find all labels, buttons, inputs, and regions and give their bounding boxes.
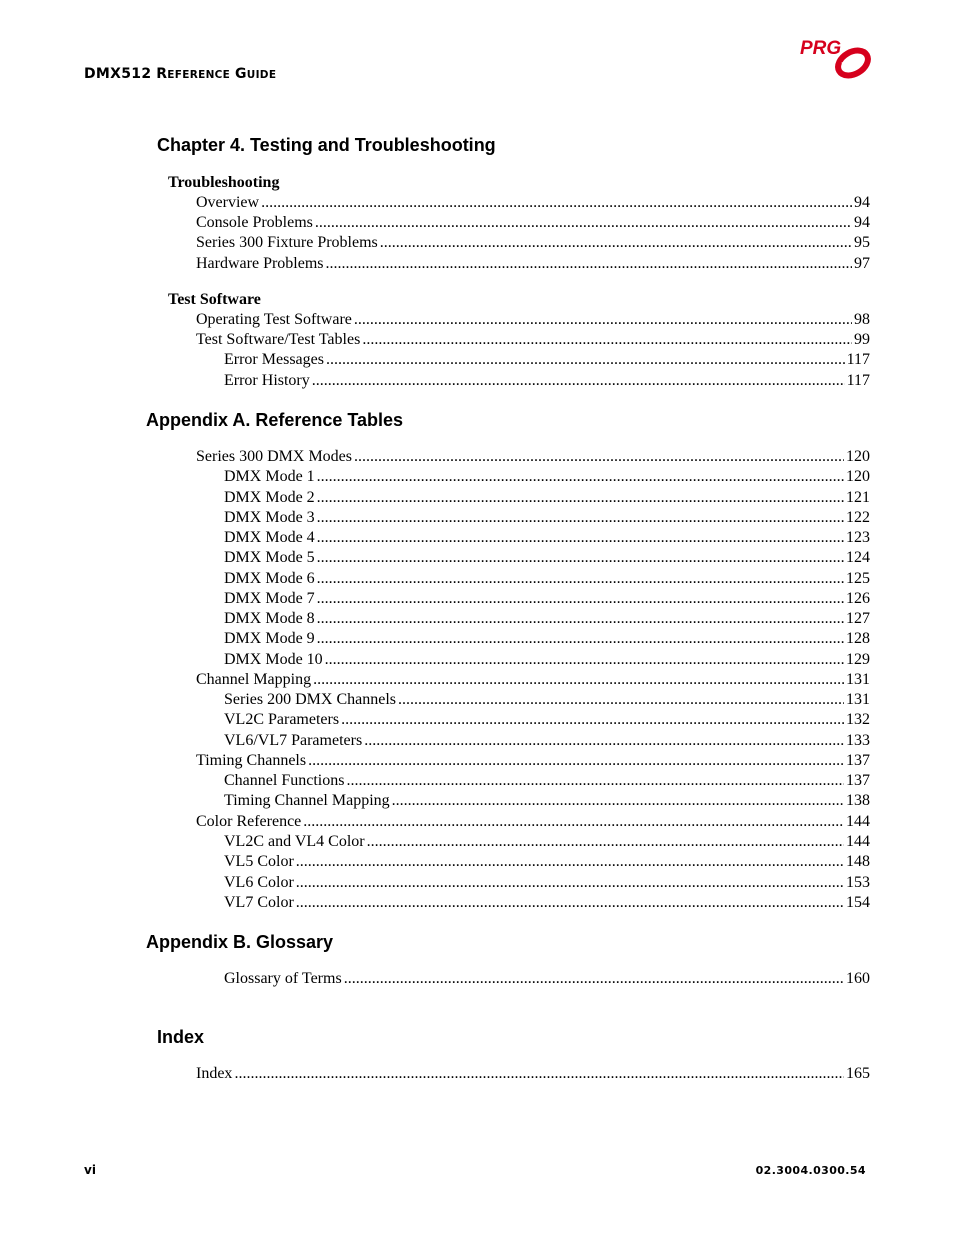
- toc-entry-color-reference[interactable]: [196, 812, 870, 832]
- toc-entry-dmx-mode-2[interactable]: [224, 488, 870, 508]
- toc-entry-dmx-mode-4[interactable]: [224, 528, 870, 548]
- toc-entry-page: 133: [846, 732, 870, 749]
- toc-entry-series300-fixture-problems[interactable]: [196, 233, 870, 253]
- toc-entry-label: DMX Mode 1: [224, 468, 315, 485]
- dot-leader: [317, 467, 844, 487]
- toc-entry-timing-channels[interactable]: [196, 751, 870, 771]
- toc-entry-page: 98: [854, 311, 870, 328]
- toc-entry-label: Channel Mapping: [196, 671, 312, 688]
- toc-entry-label: DMX Mode 6: [224, 570, 315, 587]
- toc-entry-operating-test-software[interactable]: [196, 310, 870, 330]
- toc-entry-label: Timing Channels: [196, 752, 307, 769]
- toc-entry-page: 148: [846, 853, 870, 870]
- toc-entry-label: VL7 Color: [224, 894, 294, 911]
- dot-leader: [317, 609, 844, 629]
- toc-entry-page: 117: [846, 372, 870, 389]
- toc-entry-page: 125: [846, 570, 870, 587]
- toc-entry-error-history[interactable]: [224, 371, 870, 391]
- toc-entry-index[interactable]: [196, 1064, 870, 1084]
- dot-leader: [296, 873, 844, 893]
- toc-entry-hardware-problems[interactable]: [196, 254, 870, 274]
- toc-entry-series300-dmx-modes[interactable]: [196, 447, 870, 467]
- section-heading-test-software: Test Software: [168, 291, 261, 308]
- dot-leader: [303, 812, 844, 832]
- section-heading-troubleshooting: Troubleshooting: [168, 174, 280, 191]
- toc-entry-page: 137: [846, 752, 870, 769]
- toc-entry-console-problems[interactable]: [196, 213, 870, 233]
- toc-entry-page: 138: [846, 792, 870, 809]
- toc-entry-series200-dmx-channels[interactable]: [224, 690, 870, 710]
- toc-entry-page: 131: [846, 691, 870, 708]
- dot-leader: [367, 832, 844, 852]
- toc-entry-dmx-mode-5[interactable]: [224, 548, 870, 568]
- dot-leader: [317, 548, 844, 568]
- toc-entry-label: Series 300 DMX Modes: [196, 448, 352, 465]
- toc-entry-label: Error History: [224, 372, 310, 389]
- toc-entry-page: 123: [846, 529, 870, 546]
- toc-entry-page: 160: [846, 970, 870, 987]
- toc-entry-dmx-mode-7[interactable]: [224, 589, 870, 609]
- prg-logo-text: PRG: [800, 38, 842, 59]
- toc-entry-label: DMX Mode 8: [224, 610, 315, 627]
- dot-leader: [296, 852, 844, 872]
- toc-entry-label: Test Software/Test Tables: [196, 331, 361, 348]
- toc-entry-page: 132: [846, 711, 870, 728]
- dot-leader: [315, 213, 852, 233]
- page-number: vi: [84, 1163, 96, 1177]
- toc-entry-label: VL2C Parameters: [224, 711, 340, 728]
- dot-leader: [308, 751, 844, 771]
- toc-entry-label: DMX Mode 9: [224, 630, 315, 647]
- dot-leader: [317, 569, 844, 589]
- toc-entry-page: 154: [846, 894, 870, 911]
- toc-entry-label: VL5 Color: [224, 853, 294, 870]
- appendix-b-heading: Appendix B. Glossary: [146, 932, 334, 952]
- prg-logo: [798, 38, 874, 82]
- toc-entry-page: 95: [854, 234, 870, 251]
- toc-entry-channel-functions[interactable]: [224, 771, 870, 791]
- toc-entry-channel-mapping[interactable]: [196, 670, 870, 690]
- dot-leader: [317, 488, 844, 508]
- toc-entry-page: 126: [846, 590, 870, 607]
- toc-entry-label: Series 200 DMX Channels: [224, 691, 396, 708]
- toc-entry-page: 122: [846, 509, 870, 526]
- document-number: 02.3004.0300.54: [755, 1164, 866, 1177]
- toc-entry-vl7-color[interactable]: [224, 893, 870, 913]
- dot-leader: [261, 193, 852, 213]
- toc-entry-page: 128: [846, 630, 870, 647]
- toc-entry-label: Glossary of Terms: [224, 970, 342, 987]
- toc-entry-dmx-mode-6[interactable]: [224, 569, 870, 589]
- dot-leader: [234, 1064, 844, 1084]
- dot-leader: [344, 969, 844, 989]
- toc-entry-timing-channel-mapping[interactable]: [224, 791, 870, 811]
- dot-leader: [313, 670, 844, 690]
- index-heading: Index: [157, 1027, 205, 1047]
- toc-entry-error-messages[interactable]: [224, 350, 870, 370]
- toc-entry-page: 165: [846, 1065, 870, 1082]
- toc-entry-vl6-color[interactable]: [224, 873, 870, 893]
- toc-entry-label: Overview: [196, 194, 260, 211]
- toc-entry-page: 120: [846, 448, 870, 465]
- toc-entry-page: 124: [846, 549, 870, 566]
- guide-title: DMX512 REFERENCE GUIDE: [84, 66, 277, 82]
- toc-entry-dmx-mode-9[interactable]: [224, 629, 870, 649]
- toc-entry-label: Channel Functions: [224, 772, 345, 789]
- toc-entry-label: Console Problems: [196, 214, 313, 231]
- dot-leader: [354, 310, 852, 330]
- toc-entry-dmx-mode-1[interactable]: [224, 467, 870, 487]
- toc-entry-label: Operating Test Software: [196, 311, 352, 328]
- toc-entry-page: 129: [846, 651, 870, 668]
- toc-entry-vl2c-vl4-color[interactable]: [224, 832, 870, 852]
- toc-entry-page: 137: [846, 772, 870, 789]
- dot-leader: [392, 791, 844, 811]
- toc-entry-page: 97: [854, 255, 870, 272]
- toc-entry-vl5-color[interactable]: [224, 852, 870, 872]
- dot-leader: [354, 447, 844, 467]
- toc-entry-label: Index: [196, 1065, 233, 1082]
- toc-entry-label: DMX Mode 10: [224, 651, 323, 668]
- toc-entry-label: VL6/VL7 Parameters: [224, 732, 363, 749]
- toc-entry-page: 120: [846, 468, 870, 485]
- toc-entry-label: Series 300 Fixture Problems: [196, 234, 378, 251]
- toc-entry-label: DMX Mode 7: [224, 590, 315, 607]
- dot-leader: [325, 650, 844, 670]
- appendix-a-heading: Appendix A. Reference Tables: [146, 410, 404, 430]
- toc-entry-overview[interactable]: [196, 193, 870, 213]
- dot-leader: [364, 731, 844, 751]
- toc-entry-label: Color Reference: [196, 813, 302, 830]
- toc-entry-test-software-tables[interactable]: [196, 330, 870, 350]
- guide-title-main: DMX512: [84, 66, 152, 82]
- dot-leader: [346, 771, 844, 791]
- chapter-heading: Chapter 4. Testing and Troubleshooting: [157, 135, 496, 155]
- dot-leader: [326, 254, 852, 274]
- toc-entry-dmx-mode-3[interactable]: [224, 508, 870, 528]
- toc-entry-label: DMX Mode 3: [224, 509, 315, 526]
- dot-leader: [362, 330, 852, 350]
- toc-entry-label: DMX Mode 4: [224, 529, 315, 546]
- dot-leader: [317, 508, 844, 528]
- dot-leader: [296, 893, 844, 913]
- dot-leader: [312, 371, 845, 391]
- toc-entry-label: VL6 Color: [224, 874, 294, 891]
- toc-entry-label: Hardware Problems: [196, 255, 324, 272]
- toc-entry-dmx-mode-10[interactable]: [224, 650, 870, 670]
- toc-entry-label: VL2C and VL4 Color: [224, 833, 365, 850]
- toc-entry-label: DMX Mode 5: [224, 549, 315, 566]
- toc-entry-label: Error Messages: [224, 351, 324, 368]
- dot-leader: [380, 233, 852, 253]
- dot-leader: [317, 528, 844, 548]
- toc-entry-label: DMX Mode 2: [224, 489, 315, 506]
- toc-entry-page: 153: [846, 874, 870, 891]
- toc-entry-vl6-vl7-parameters[interactable]: [224, 731, 870, 751]
- toc-entry-page: 117: [846, 351, 870, 368]
- toc-entry-vl2c-parameters[interactable]: [224, 710, 870, 730]
- toc-entry-glossary-of-terms[interactable]: [224, 969, 870, 989]
- toc-entry-page: 127: [846, 610, 870, 627]
- toc-entry-page: 144: [846, 833, 870, 850]
- toc-entry-dmx-mode-8[interactable]: [224, 609, 870, 629]
- toc-entry-page: 94: [854, 214, 870, 231]
- toc-entry-page: 94: [854, 194, 870, 211]
- toc-entry-label: Timing Channel Mapping: [224, 792, 390, 809]
- toc-entry-page: 131: [846, 671, 870, 688]
- dot-leader: [398, 690, 844, 710]
- dot-leader: [317, 629, 844, 649]
- dot-leader: [341, 710, 844, 730]
- dot-leader: [317, 589, 844, 609]
- toc-entry-page: 121: [846, 489, 870, 506]
- toc-entry-page: 144: [846, 813, 870, 830]
- dot-leader: [326, 350, 845, 370]
- toc-entry-page: 99: [854, 331, 870, 348]
